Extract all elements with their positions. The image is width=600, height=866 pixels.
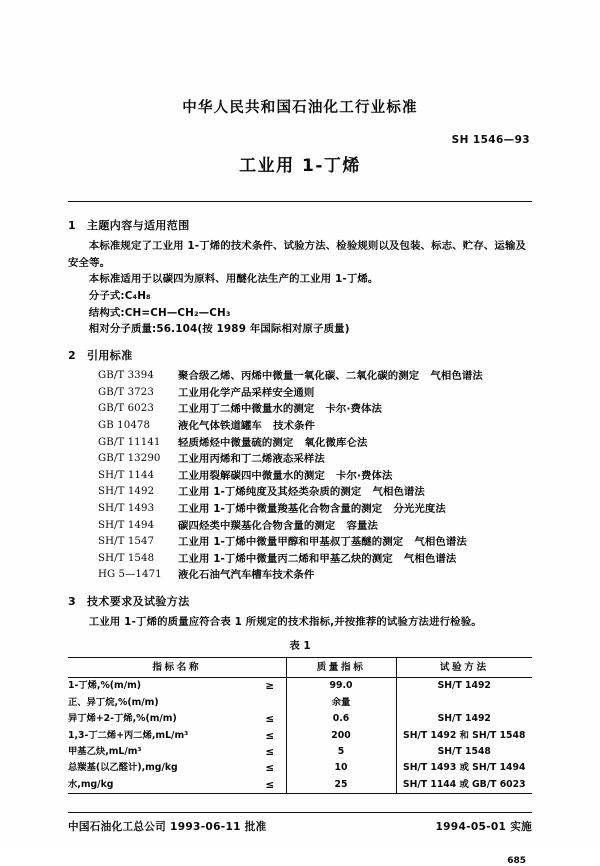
reference-code: GB/T 6023 [98, 403, 154, 415]
table-row [68, 760, 532, 776]
reference-code: GB/T 13290 [98, 453, 161, 465]
section-heading-2 [68, 348, 532, 364]
reference-title: 液化气体铁道罐车 技术条件 [178, 419, 316, 432]
list-item [68, 385, 532, 402]
structural-formula: 结构式:CH=CH—CH₂—CH₃ [88, 306, 231, 319]
relative-molecular-mass: 相对分子质量:56.104(按 1989 年国际相对原子质量) [88, 323, 350, 336]
test-method: SH/T 1492 和 SH/T 1548 [396, 728, 532, 744]
comparison-symbol [254, 695, 286, 711]
section-title-2: 引用标准 [87, 348, 133, 362]
quality-value: 25 [286, 777, 396, 794]
list-item [68, 501, 532, 518]
table-row [68, 744, 532, 760]
standard-number-row [68, 128, 532, 147]
document-body [68, 218, 532, 794]
reference-code: GB/T 3723 [98, 386, 154, 398]
header-divider [68, 201, 532, 202]
reference-code: GB/T 11141 [98, 436, 161, 448]
reference-title: 轻质烯烃中微量硫的测定 氧化微库仑法 [178, 436, 368, 449]
reference-code: SH/T 1493 [98, 502, 155, 514]
quality-value: 余量 [286, 695, 396, 711]
document-header [68, 0, 532, 177]
reference-code: SH/T 1492 [98, 486, 155, 498]
comparison-symbol: ≤ [265, 713, 275, 726]
quality-value: 0.6 [286, 711, 396, 727]
section-number-3: 3 [68, 594, 77, 608]
reference-code: GB 10478 [98, 419, 151, 431]
test-method: SH/T 1493 或 SH/T 1494 [396, 760, 532, 776]
test-method: SH/T 1492 [396, 711, 532, 727]
test-method: SH/T 1548 [396, 744, 532, 760]
reference-title: 工业用 1-丁烯中微量羧基化合物含量的测定 分光光度法 [178, 502, 446, 515]
comparison-symbol: ≥ [265, 680, 275, 693]
reference-title: 聚合级乙烯、丙烯中微量一氧化碳、二氧化碳的测定 气相色谱法 [178, 370, 483, 383]
section-1-paragraph-2: 本标准适用于以碳四为原料、用醚化法生产的工业用 1-丁烯。 [88, 273, 379, 286]
approval-statement: 中国石油化工总公司 1993-06-11 批准 [68, 821, 267, 834]
list-item [68, 451, 532, 468]
section-number-2: 2 [68, 348, 77, 362]
reference-code: SH/T 1548 [98, 552, 155, 564]
reference-title: 工业用 1-丁烯纯度及其烃类杂质的测定 气相色谱法 [178, 486, 425, 499]
test-method: SH/T 1144 或 GB/T 6023 [396, 777, 532, 794]
table-header-row [68, 658, 532, 678]
reference-code: SH/T 1547 [98, 536, 155, 548]
comparison-symbol: ≤ [265, 729, 275, 742]
section-heading-1 [68, 218, 532, 234]
list-item [68, 435, 532, 452]
reference-code: GB/T 3394 [98, 370, 154, 382]
reference-code: HG 5—1471 [98, 569, 162, 581]
column-header-value: 质量指标 [286, 658, 396, 678]
section-heading-3 [68, 594, 532, 610]
table-row [68, 728, 532, 744]
list-item [68, 401, 532, 418]
section-1-paragraph-1: 本标准规定了工业用 1-丁烯的技术条件、试验方法、检验规则以及包装、标志、贮存、运输及安全等。 [68, 240, 527, 269]
section-3-paragraph: 工业用 1-丁烯的质量应符合表 1 所规定的技术指标,并按推荐的试验方法进行检验。 [88, 616, 482, 629]
reference-title: 液化石油气汽车槽车技术条件 [178, 569, 315, 582]
specification-table [68, 657, 532, 794]
document-footer [68, 819, 532, 834]
table-row [68, 695, 532, 711]
page-number: 685 [507, 856, 526, 866]
indicator-name: 正、异丁烷,%(m/m) [68, 696, 159, 708]
column-header-method: 试验方法 [396, 658, 532, 678]
standard-number: SH 1546—93 [451, 134, 530, 147]
test-method [396, 695, 532, 711]
reference-title: 碳四烃类中羰基化合物含量的测定 容量法 [178, 519, 378, 532]
reference-title: 工业用裂解碳四中微量水的测定 卡尔·费体法 [178, 469, 393, 482]
indicator-name: 甲基乙炔,mL/m³ [68, 745, 142, 757]
list-item [68, 551, 532, 568]
molecular-formula: 分子式:C₄H₈ [88, 289, 151, 302]
list-item [68, 468, 532, 485]
issuing-organization: 中华人民共和国石油化工行业标准 [182, 100, 418, 116]
list-item [68, 518, 532, 535]
table-row [68, 777, 532, 794]
table-row [68, 711, 532, 727]
comparison-symbol: ≤ [254, 777, 286, 794]
quality-value: 10 [286, 760, 396, 776]
list-item [68, 484, 532, 501]
list-item [68, 418, 532, 435]
comparison-symbol: ≤ [265, 762, 275, 775]
list-item [68, 534, 532, 551]
footer-divider [68, 812, 532, 813]
list-item [68, 368, 532, 385]
reference-code: SH/T 1494 [98, 519, 155, 531]
reference-title: 工业用 1-丁烯中微量丙二烯和甲基乙炔的测定 气相色谱法 [178, 552, 457, 565]
page-content [68, 0, 532, 866]
section-number-1: 1 [68, 218, 77, 232]
test-method: SH/T 1492 [396, 678, 532, 695]
comparison-symbol: ≤ [265, 745, 275, 758]
table-row [68, 678, 532, 695]
quality-value: 200 [286, 728, 396, 744]
indicator-name: 总羰基(以乙醛计),mg/kg [68, 762, 178, 774]
reference-title: 工业用丁二烯中微量水的测定 卡尔·费体法 [178, 403, 383, 416]
table-caption: 表 1 [289, 639, 311, 652]
indicator-name: 1-丁烯,%(m/m) [68, 680, 142, 692]
column-header-name: 指标名称 [68, 658, 286, 678]
list-item [68, 567, 532, 584]
section-title-3: 技术要求及试验方法 [87, 594, 190, 608]
indicator-name: 水,mg/kg [68, 777, 254, 794]
quality-value: 99.0 [286, 678, 396, 695]
page-title: 工业用 1-丁烯 [239, 156, 361, 177]
reference-title: 工业用 1-丁烯中微量甲醇和甲基叔丁基醚的测定 气相色谱法 [178, 536, 467, 549]
indicator-name: 异丁烯+2-丁烯,%(m/m) [68, 713, 177, 725]
quality-value: 5 [286, 744, 396, 760]
reference-title: 工业用丙烯和丁二烯液态采样法 [178, 453, 325, 466]
reference-title: 工业用化学产品采样安全通则 [178, 386, 315, 399]
referenced-standards-list [68, 368, 532, 584]
implementation-date: 1994-05-01 实施 [435, 821, 532, 834]
indicator-name: 1,3-丁二烯+丙二烯,mL/m³ [68, 729, 189, 741]
section-title-1: 主题内容与适用范围 [87, 218, 190, 232]
reference-code: SH/T 1144 [98, 469, 155, 481]
